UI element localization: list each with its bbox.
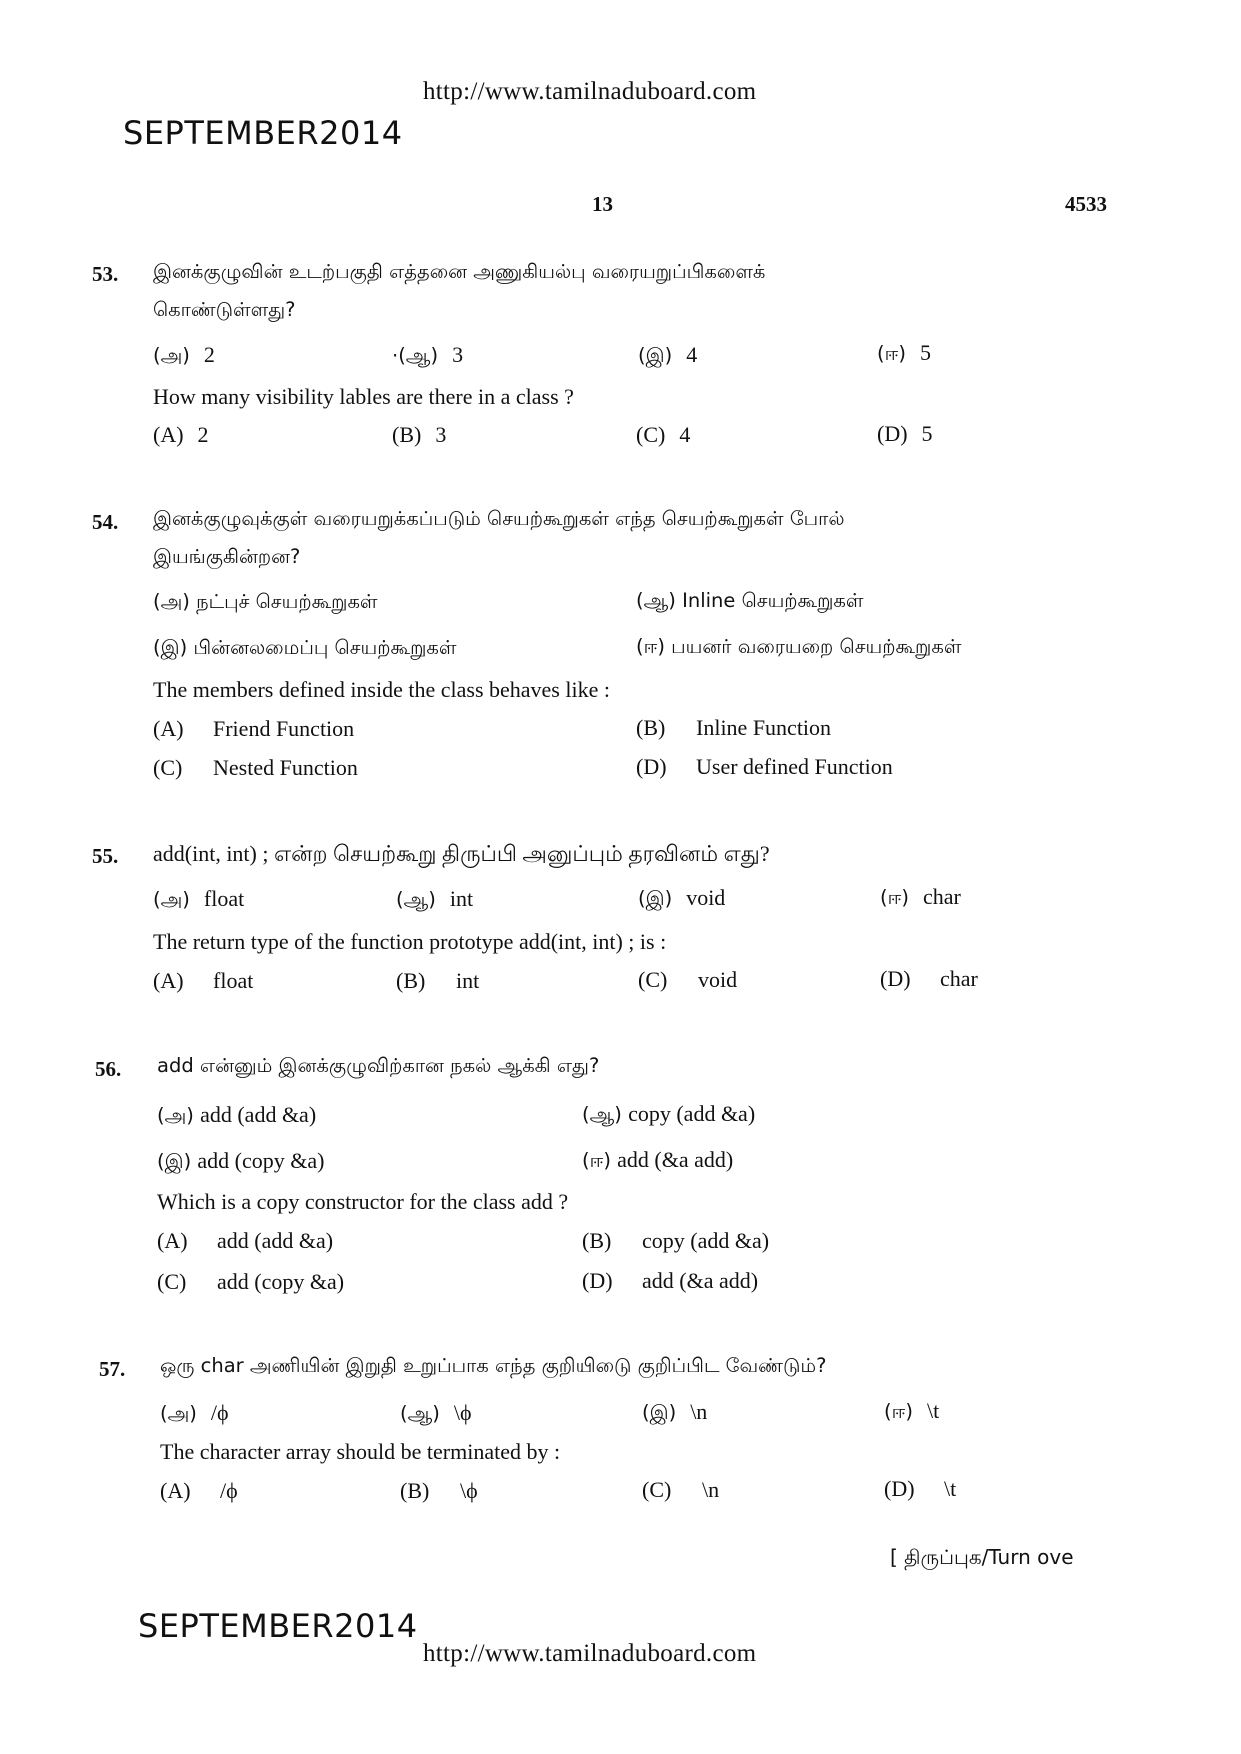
paper-code: 4533 (1065, 192, 1107, 216)
english-option: (A) add (add &a) (157, 1228, 334, 1253)
tamil-option: (ஈ) add (&a add) (582, 1147, 734, 1172)
english-option: (D) User defined Function (636, 754, 893, 779)
english-option: (D) \t (884, 1476, 957, 1501)
question-english: How many visibility lables are there in a class ? (153, 384, 574, 409)
english-option: (B) 3 (392, 422, 447, 447)
english-option: (A) 2 (153, 422, 209, 447)
english-option: (A) float (153, 968, 254, 993)
question-number: 53. (92, 262, 119, 286)
tamil-option: (ஈ) 5 (877, 340, 931, 365)
english-option: (D) char (880, 966, 978, 991)
question-tamil-line: இயங்குகின்றன? (153, 545, 301, 568)
tamil-option: (ஈ) பயனர் வரையறை செயற்கூறுகள் (636, 635, 962, 658)
question-tamil-line: இனக்குழுவுக்குள் வரையறுக்கப்படும் செயற்கூறுகள் எந்த செயற்கூறுகள் போல் (153, 507, 845, 530)
question-tamil-line: ஒரு char அணியின் இறுதி உறுப்பாக எந்த குறியிடுை குறிப்பிட வேண்டும்? (160, 1354, 827, 1377)
header-stamp: SEPTEMBER2014 (123, 114, 403, 152)
footer-stamp: SEPTEMBER2014 (138, 1607, 418, 1645)
tamil-option: (இ) \n (642, 1399, 708, 1424)
english-option: (C) Nested Function (153, 755, 358, 780)
question-english: The return type of the function prototype add(int, int) ; is : (153, 929, 667, 954)
english-option: (C) \n (642, 1477, 720, 1502)
question-english: The members defined inside the class behaves like : (153, 677, 610, 702)
english-option: (B) \ϕ (400, 1478, 478, 1503)
english-option: (A) Friend Function (153, 716, 355, 741)
tamil-option: (அ) நட்புச் செயற்கூறுகள் (153, 590, 378, 613)
question-number: 55. (92, 844, 119, 868)
question-english: The character array should be terminated by : (160, 1439, 561, 1464)
english-option: (B) int (396, 968, 480, 993)
page-number: 13 (592, 192, 613, 216)
english-option: (C) void (638, 967, 738, 992)
question-tamil-line: இனக்குழுவின் உடற்பகுதி எத்தனை அணுகியல்பு வரையறுப்பிகளைக் (153, 260, 766, 283)
tamil-option: (அ) /ϕ (160, 1400, 229, 1425)
tamil-option: (இ) பின்னலமைப்பு செயற்கூறுகள் (153, 636, 457, 659)
header-url[interactable]: http://www.tamilnaduboard.com (423, 78, 757, 105)
tamil-option: (அ) float (153, 886, 245, 911)
question-tamil-line: add(int, int) ; என்ற செயற்கூறு திருப்பி அனுப்பும் தரவினம் எது? (153, 841, 770, 866)
tamil-option: (ஈ) char (880, 884, 961, 909)
tamil-option: (ஆ) Inline செயற்கூறுகள் (636, 589, 864, 612)
tamil-option: (ஈ) \t (884, 1398, 940, 1423)
question-number: 57. (99, 1357, 126, 1381)
tamil-option: ·(ஆ) 3 (392, 342, 464, 367)
tamil-option: (ஆ) \ϕ (400, 1400, 472, 1425)
turn-over-label: [ திருப்புக/Turn ove (890, 1545, 1074, 1569)
tamil-option: (இ) void (638, 885, 726, 910)
english-option: (C) add (copy &a) (157, 1269, 345, 1294)
english-option: (D) add (&a add) (582, 1268, 759, 1293)
question-tamil-line: add என்னும் இனக்குழுவிற்கான நகல் ஆக்கி எது? (157, 1054, 600, 1077)
english-option: (B) Inline Function (636, 715, 832, 740)
tamil-option: (ஆ) copy (add &a) (582, 1101, 756, 1126)
question-number: 54. (92, 510, 119, 534)
tamil-option: (அ) 2 (153, 342, 215, 367)
english-option: (B) copy (add &a) (582, 1228, 770, 1253)
question-english: Which is a copy constructor for the class add ? (157, 1189, 569, 1214)
english-option: (D) 5 (877, 421, 933, 446)
tamil-option: (அ) add (add &a) (157, 1102, 317, 1127)
tamil-option: (இ) 4 (638, 342, 698, 367)
tamil-option: (இ) add (copy &a) (157, 1148, 325, 1173)
question-tamil-line: கொண்டுள்ளது? (153, 298, 296, 321)
footer-url[interactable]: http://www.tamilnaduboard.com (423, 1640, 757, 1667)
question-number: 56. (95, 1057, 122, 1081)
tamil-option: (ஆ) int (396, 886, 474, 911)
english-option: (A) /ϕ (160, 1478, 238, 1503)
english-option: (C) 4 (636, 422, 691, 447)
